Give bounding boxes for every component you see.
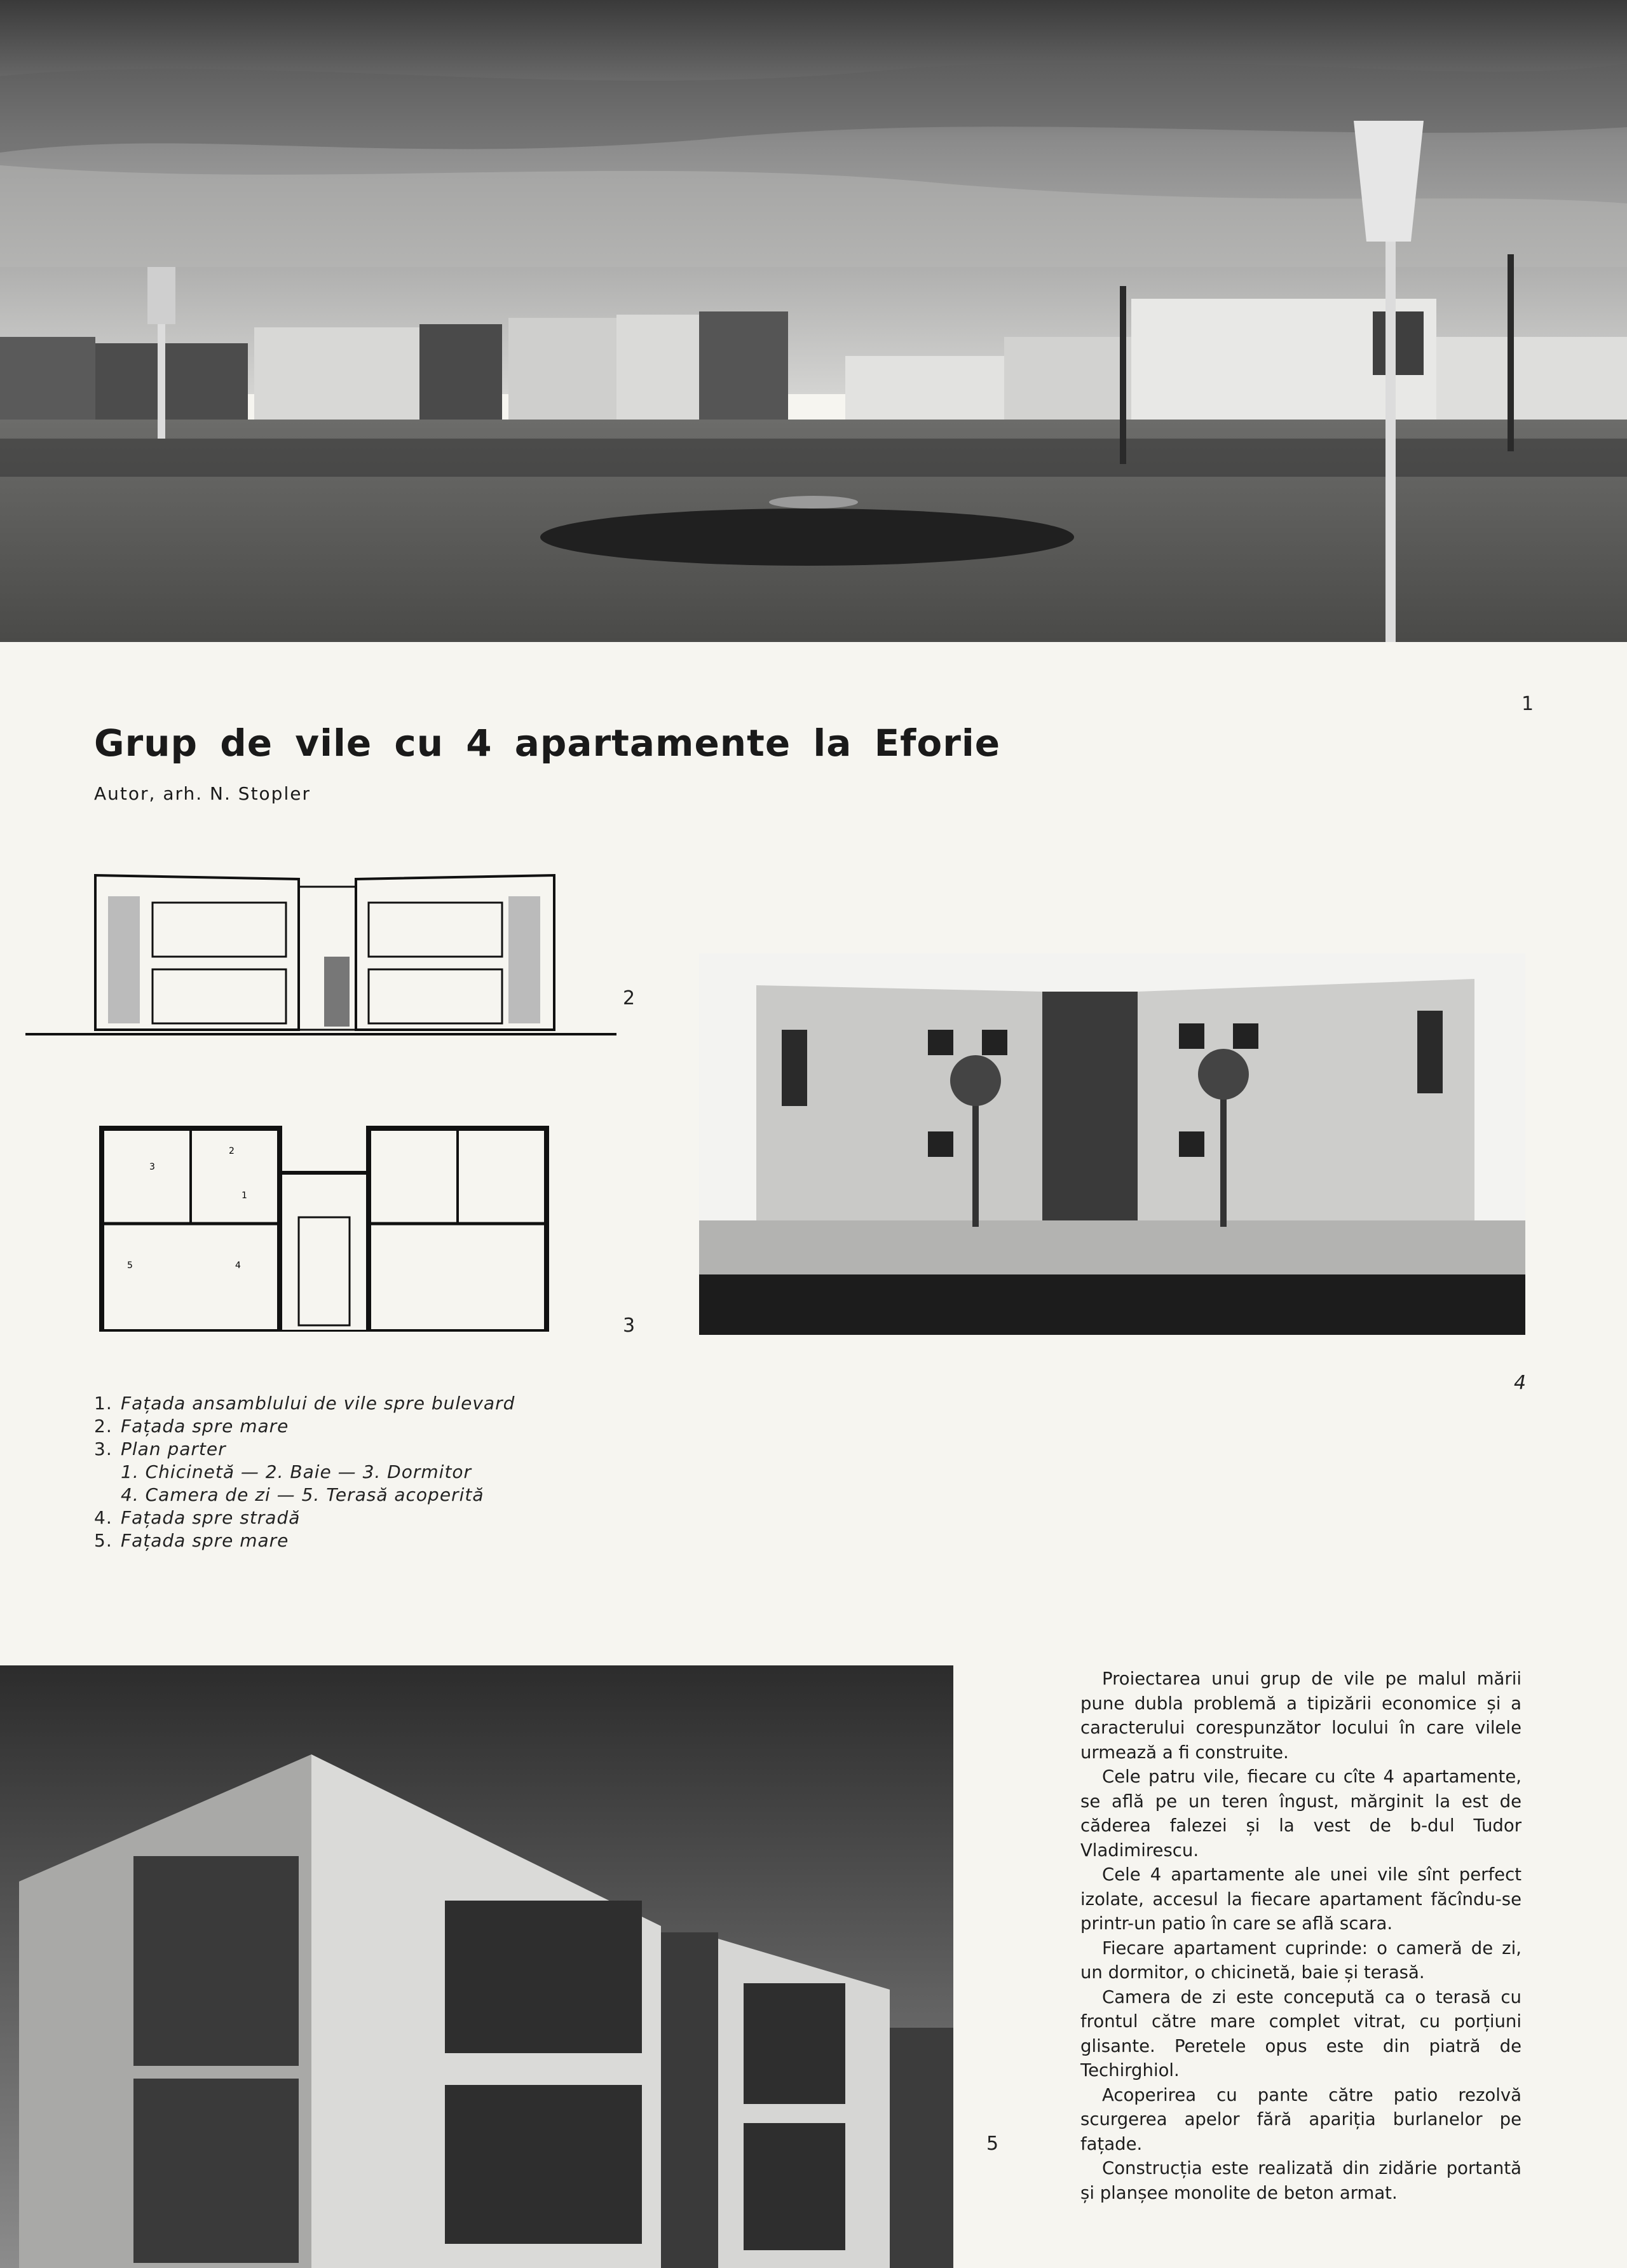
figure-captions (94, 1392, 515, 1552)
body-paragraph-1: Proiectarea unui grup de vile pe malul mării pune dubla problemă a tipizării economice și a caracterului corespunzător locului în care vilele urmează a fi construite. (1080, 1669, 1521, 1763)
caption-4: 4. Fațada spre stradă (94, 1507, 301, 1528)
floor-plan-drawing (95, 1122, 553, 1332)
article-body (1080, 1667, 1521, 2205)
body-paragraph-6: Acoperirea cu pante către patio rezolvă scurgerea apelor fără apariția burlanelor pe fațade. (1080, 2084, 1521, 2154)
plate-number-4: 4 (1514, 1372, 1527, 1394)
body-paragraph-4: Fiecare apartament cuprinde: o cameră de zi, un dormitor, o chicinetă, baie și terasă. (1080, 1937, 1521, 1983)
caption-3: 3. Plan parter (94, 1438, 226, 1459)
body-paragraph-5: Camera de zi este concepută ca o terasă cu frontul către mare complet vitrat, cu porțiuni glisante. Peretele opus este din piatră de Techirghiol. (1080, 1986, 1521, 2080)
caption-3-legend-line-2: 4. Camera de zi — 5. Terasă acoperită (121, 1484, 484, 1505)
photo-villa-ensemble (0, 0, 1627, 642)
plan-label-5: 5 (127, 1260, 133, 1271)
plan-label-4: 4 (235, 1260, 241, 1271)
plate-number-5: 5 (986, 2133, 999, 2155)
plate-number-2: 2 (623, 987, 636, 1009)
elevation-drawing (25, 868, 616, 1042)
plan-label-2: 2 (229, 1146, 235, 1156)
body-paragraph-3: Cele 4 apartamente ale unei vile sînt perfect izolate, accesul la fiecare apartament făcîndu-se printr-un patio în care se află scara. (1080, 1864, 1521, 1934)
photo-sea-facade (0, 1665, 953, 2268)
plan-label-1: 1 (242, 1191, 247, 1201)
plan-label-3: 3 (149, 1162, 155, 1172)
caption-2: 2. Fațada spre mare (94, 1416, 289, 1437)
caption-3-legend-line-1: 1. Chicinetă — 2. Baie — 3. Dormitor (121, 1461, 472, 1482)
caption-1: 1. Fațada ansamblului de vile spre bulevard (94, 1393, 515, 1414)
photo-street-facade (699, 953, 1525, 1335)
body-paragraph-7: Construcția este realizată din zidărie portantă și planșee monolite de beton armat. (1080, 2158, 1521, 2203)
article-author: Autor, arh. N. Stopler (94, 783, 311, 804)
article-title: Grup de vile cu 4 apartamente la Eforie (94, 721, 1001, 765)
plate-number-3: 3 (623, 1315, 636, 1337)
plate-number-1: 1 (1521, 693, 1534, 715)
body-paragraph-2: Cele patru vile, fiecare cu cîte 4 apartamente, se află pe un teren îngust, mărginit la est de căderea falezei și la vest de b-dul Tudor Vladimirescu. (1080, 1766, 1521, 1861)
caption-5: 5. Fațada spre mare (94, 1530, 289, 1551)
